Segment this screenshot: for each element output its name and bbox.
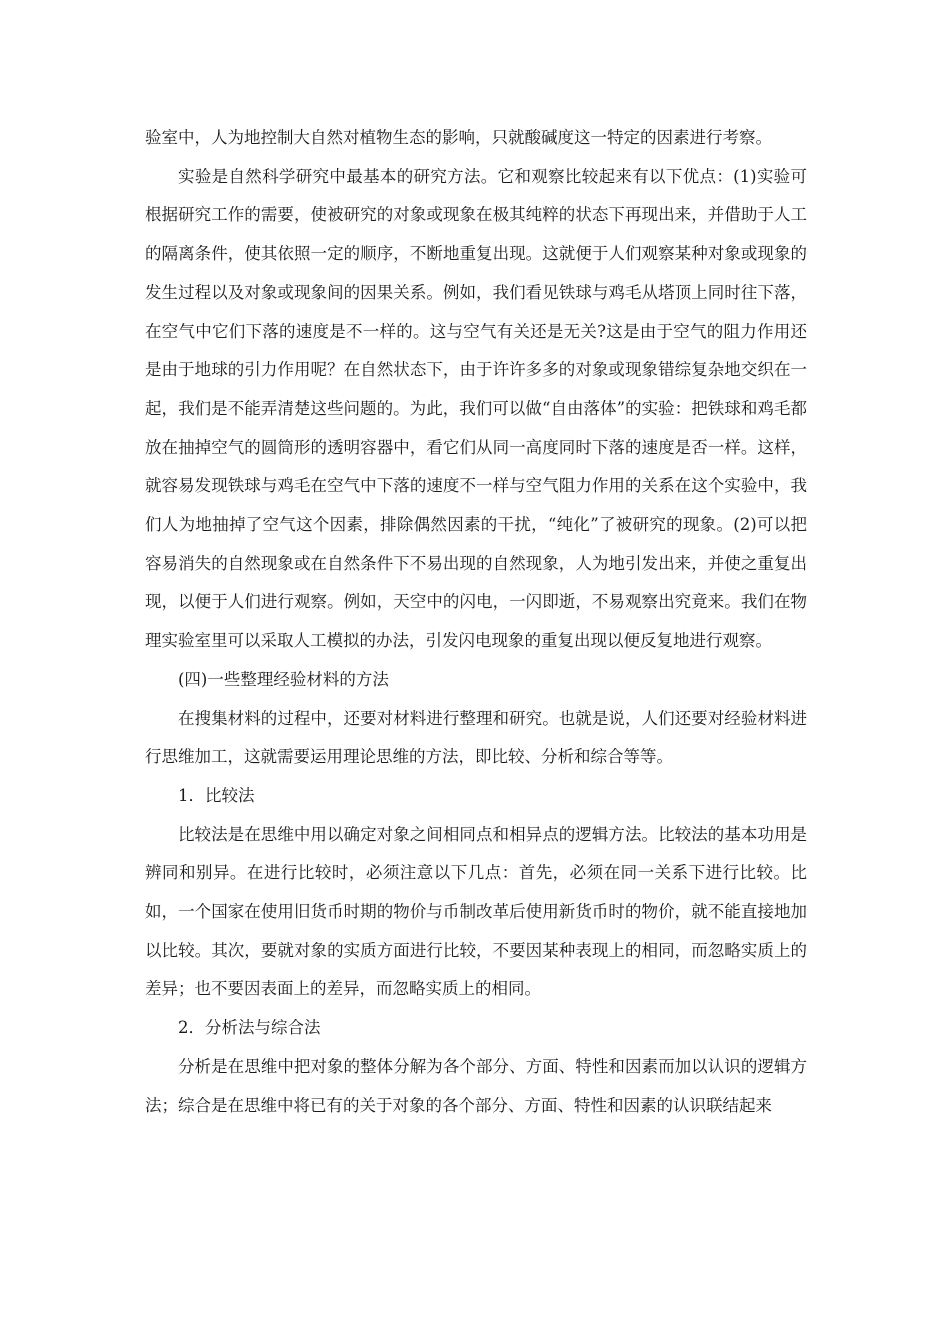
section-heading-methods: (四)一些整理经验材料的方法 — [178, 669, 389, 689]
paragraph-comparison: 比较法是在思维中用以确定对象之间相同点和相异点的逻辑方法。比较法的基本功用是辨同和别异。在进行比较时，必须注意以下几点：首先，必须在同一关系下进行比较。比如，一个国家在使用旧货币时期的物价与币制改革后使用新货币时的物价，就不能直接地加以比较。其次，要就对象的实质方面进行比较，不要因某种表现上的相同，而忽略实质上的差异；也不要因表面上的差异，而忽略实质上的相同。 — [145, 824, 807, 999]
document-body — [145, 119, 807, 1125]
paragraph-experiment-advantages: 实验是自然科学研究中最基本的研究方法。它和观察比较起来有以下优点：(1)实验可根据研究工作的需要，使被研究的对象或现象在极其纯粹的状态下再现出来，并借助于人工的隔离条件，使其依照一定的顺序，不断地重复出现。这就便于人们观察某种对象或现象的发生过程以及对象或现象间的因果关系。例如，我们看见铁球与鸡毛从塔顶上同时往下落，在空气中它们下落的速度是不一样的。这与空气有关还是无关?这是由于空气的阻力作用还是由于地球的引力作用呢？在自然状态下，由于许许多多的对象或现象错综复杂地交织在一起，我们是不能弄清楚这些问题的。为此，我们可以做“自由落体”的实验：把铁球和鸡毛都放在抽掉空气的圆筒形的透明容器中，看它们从同一高度同时下落的速度是否一样。这样，就容易发现铁球与鸡毛在空气中下落的速度不一样与空气阻力作用的关系在这个实验中，我们人为地抽掉了空气这个因素，排除偶然因素的干扰，“纯化”了被研究的现象。(2)可以把容易消失的自然现象或在自然条件下不易出现的自然现象，人为地引发出来，并使之重复出现，以便于人们进行观察。例如，天空中的闪电，一闪即逝，不易观察出究竟来。我们在物理实验室里可以采取人工模拟的办法，引发闪电现象的重复出现以便反复地进行观察。 — [145, 166, 807, 651]
subheading-comparison: 1．比较法 — [178, 785, 255, 805]
paragraph-continued: 验室中，人为地控制大自然对植物生态的影响，只就酸碱度这一特定的因素进行考察。 — [145, 128, 772, 147]
paragraph-analysis-synthesis: 分析是在思维中把对象的整体分解为各个部分、方面、特性和因素而加以认识的逻辑方法；综合是在思维中将已有的关于对象的各个部分、方面、特性和因素的认识联结起来 — [145, 1056, 807, 1115]
paragraph-material-processing: 在搜集材料的过程中，还要对材料进行整理和研究。也就是说，人们还要对经验材料进行思维加工，这就需要运用理论思维的方法，即比较、分析和综合等等。 — [145, 708, 807, 767]
subheading-analysis-synthesis: 2．分析法与综合法 — [178, 1018, 321, 1038]
